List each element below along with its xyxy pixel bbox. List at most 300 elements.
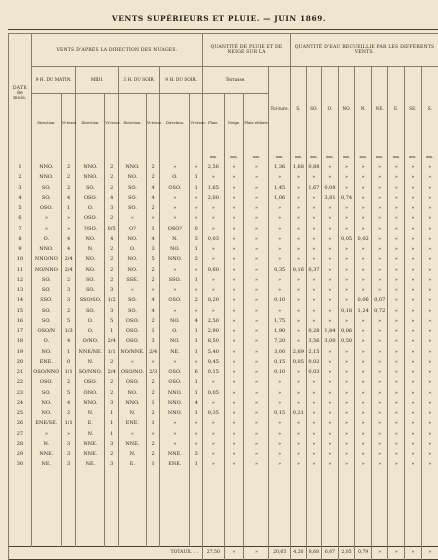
units-cell: mm. <box>224 152 244 162</box>
units-cell: mm. <box>322 152 339 162</box>
row-date: 18 <box>9 336 32 346</box>
table-cell: 2 <box>146 388 159 398</box>
table-cell: » <box>322 347 339 357</box>
table-cell: 3,56 <box>306 336 322 346</box>
table-cell: » <box>388 265 405 275</box>
table-row <box>9 234 438 244</box>
spacer-cell <box>405 470 422 547</box>
table-cell: » <box>421 347 438 357</box>
totals-cell: 27,50 <box>202 546 224 559</box>
table-cell: 0,16 <box>291 265 307 275</box>
table-cell: » <box>190 193 203 203</box>
table-cell: OSO. <box>118 316 146 326</box>
table-cell: » <box>291 172 307 182</box>
table-cell: » <box>244 295 269 305</box>
table-cell: » <box>355 459 372 469</box>
table-cell: 1,67 <box>306 183 322 193</box>
spacer-cell <box>9 470 32 547</box>
table-cell: » <box>202 439 224 449</box>
table-cell: O. <box>160 172 190 182</box>
table-row <box>9 357 438 367</box>
table-cell: » <box>338 347 355 357</box>
table-cell: » <box>338 244 355 254</box>
table-cell: » <box>421 224 438 234</box>
table-cell: » <box>269 449 291 459</box>
table-cell: ONO. <box>76 388 105 398</box>
table-cell: » <box>388 377 405 387</box>
sub-vitesse: Vi-tesse. <box>61 94 76 153</box>
table-row <box>9 172 438 182</box>
table-cell: OSO. <box>76 193 105 203</box>
table-cell: » <box>322 203 339 213</box>
row-date: 13 <box>9 285 32 295</box>
table-cell: » <box>355 162 372 172</box>
table-cell: 0,50 <box>338 336 355 346</box>
table-cell: 3 <box>105 459 118 469</box>
table-cell: » <box>146 429 159 439</box>
table-cell: » <box>61 224 76 234</box>
table-cell: » <box>244 326 269 336</box>
table-cell: 1/1 <box>61 367 76 377</box>
table-cell: 5 <box>146 254 159 264</box>
table-cell: » <box>224 429 244 439</box>
table-cell: » <box>224 285 244 295</box>
table-cell: NNO. <box>160 388 190 398</box>
table-cell: » <box>306 418 322 428</box>
table-cell: NO. <box>160 316 190 326</box>
table-cell: » <box>202 254 224 264</box>
table-cell: » <box>269 388 291 398</box>
table-cell: » <box>322 234 339 244</box>
table-cell: 6 <box>190 367 203 377</box>
table-cell: » <box>388 275 405 285</box>
table-cell: » <box>405 388 422 398</box>
spacer-cell <box>190 470 203 547</box>
table-cell: 1 <box>61 347 76 357</box>
col-dir-s: S. <box>291 67 307 153</box>
table-cell: » <box>160 265 190 275</box>
col-midi: MIDI. <box>76 67 119 94</box>
table-cell: ?/SO. <box>76 224 105 234</box>
table-cell: » <box>338 398 355 408</box>
table-cell: » <box>421 295 438 305</box>
table-cell: OSO. <box>76 377 105 387</box>
table-cell: 1,06 <box>269 193 291 203</box>
table-cell: NNO. <box>118 398 146 408</box>
table-cell: » <box>291 418 307 428</box>
table-cell: 3 <box>105 398 118 408</box>
table-cell: 2 <box>105 172 118 182</box>
table-cell: 3 <box>61 285 76 295</box>
table-cell: SO. <box>118 295 146 305</box>
table-cell: ENE/SE. <box>31 418 61 428</box>
table-cell: » <box>338 439 355 449</box>
table-cell: NO/NNO <box>31 265 61 275</box>
units-cell <box>118 152 146 162</box>
table-cell: » <box>421 336 438 346</box>
row-date: 16 <box>9 316 32 326</box>
table-cell: » <box>224 316 244 326</box>
table-cell: » <box>244 254 269 264</box>
table-cell: » <box>190 213 203 223</box>
table-cell: » <box>291 234 307 244</box>
table-cell: » <box>371 449 388 459</box>
table-cell: 2/4 <box>61 265 76 275</box>
table-cell: 2 <box>146 449 159 459</box>
table-cell: » <box>421 429 438 439</box>
totals-cell: 20,65 <box>269 546 291 559</box>
spacer-cell <box>202 470 224 547</box>
table-cell: 4 <box>61 234 76 244</box>
table-cell: » <box>355 285 372 295</box>
totals-cell: » <box>244 546 269 559</box>
table-cell: 0,35 <box>202 408 224 418</box>
table-cell: 4 <box>105 193 118 203</box>
table-cell: 2 <box>61 172 76 182</box>
table-cell: » <box>244 162 269 172</box>
table-cell: » <box>388 224 405 234</box>
table-cell: » <box>306 459 322 469</box>
table-cell: » <box>269 203 291 213</box>
table-cell: » <box>291 285 307 295</box>
table-cell: SSO. <box>31 295 61 305</box>
table-cell: 2,69 <box>291 347 307 357</box>
table-cell: » <box>338 429 355 439</box>
table-row <box>9 265 438 275</box>
table-cell: 1 <box>105 429 118 439</box>
units-cell: mm. <box>306 152 322 162</box>
table-cell: N. <box>76 408 105 418</box>
table-cell: » <box>421 388 438 398</box>
table-cell: » <box>190 162 203 172</box>
col-dir-so: SO. <box>306 67 322 153</box>
table-cell: N. <box>76 429 105 439</box>
table-cell: » <box>291 429 307 439</box>
table-cell: 8,50 <box>202 336 224 346</box>
table-cell: SO. <box>31 316 61 326</box>
table-cell: 2 <box>105 213 118 223</box>
table-cell: NO/NNE. <box>118 347 146 357</box>
table-cell: 4 <box>190 316 203 326</box>
table-cell: » <box>405 398 422 408</box>
sub-direction: Direction. <box>118 94 146 153</box>
table-cell: 0,74 <box>338 193 355 203</box>
table-cell: » <box>244 367 269 377</box>
table-cell: » <box>421 234 438 244</box>
table-row <box>9 347 438 357</box>
table-cell: » <box>306 285 322 295</box>
table-cell: » <box>160 213 190 223</box>
table-row <box>9 326 438 336</box>
table-cell: » <box>355 429 372 439</box>
table-cell: » <box>371 408 388 418</box>
table-cell: 2 <box>146 377 159 387</box>
table-cell: » <box>405 326 422 336</box>
table-cell: » <box>405 439 422 449</box>
weather-table <box>8 33 438 560</box>
table-cell: 3 <box>105 306 118 316</box>
table-cell: 4 <box>146 306 159 316</box>
table-cell: » <box>224 244 244 254</box>
table-cell: » <box>244 244 269 254</box>
table-cell: » <box>388 449 405 459</box>
table-cell: » <box>322 254 339 264</box>
table-cell: » <box>269 306 291 316</box>
units-cell <box>190 152 203 162</box>
table-cell: 1/3 <box>61 326 76 336</box>
table-cell: 4 <box>146 234 159 244</box>
table-cell: 1 <box>190 336 203 346</box>
totals-cell: 6,67 <box>322 546 339 559</box>
table-cell: » <box>202 172 224 182</box>
table-cell: OSO. <box>76 213 105 223</box>
table-cell: » <box>355 439 372 449</box>
table-cell: » <box>421 306 438 316</box>
table-cell: » <box>224 418 244 428</box>
table-cell: » <box>244 265 269 275</box>
table-cell: » <box>306 203 322 213</box>
table-cell: » <box>160 439 190 449</box>
spacer-cell <box>244 470 269 547</box>
table-cell: 0,21 <box>291 408 307 418</box>
table-cell: OSO. <box>118 336 146 346</box>
table-cell: » <box>371 459 388 469</box>
table-cell: » <box>244 285 269 295</box>
table-cell: 2/4 <box>146 347 159 357</box>
table-cell: » <box>322 429 339 439</box>
table-cell: 0 <box>190 224 203 234</box>
table-cell: » <box>224 172 244 182</box>
table-cell: NNO. <box>31 162 61 172</box>
table-cell: » <box>338 285 355 295</box>
table-cell: » <box>355 347 372 357</box>
table-cell: NO. <box>118 265 146 275</box>
table-cell: 4 <box>146 183 159 193</box>
table-cell: » <box>322 172 339 182</box>
table-cell: » <box>224 213 244 223</box>
spacer-cell <box>421 470 438 547</box>
table-cell: » <box>306 316 322 326</box>
table-cell: » <box>306 193 322 203</box>
table-cell: » <box>371 275 388 285</box>
table-cell: » <box>244 336 269 346</box>
table-cell: ENE. <box>160 459 190 469</box>
spacer-cell <box>224 470 244 547</box>
table-cell: NO. <box>76 254 105 264</box>
row-date: 21 <box>9 367 32 377</box>
table-cell: » <box>338 254 355 264</box>
table-cell: SO. <box>118 183 146 193</box>
table-cell: » <box>118 429 146 439</box>
table-cell: » <box>190 439 203 449</box>
table-cell: O. <box>76 326 105 336</box>
row-date: 2 <box>9 172 32 182</box>
table-cell: » <box>322 408 339 418</box>
table-cell: 3 <box>105 285 118 295</box>
table-cell: » <box>322 398 339 408</box>
units-row <box>9 152 438 162</box>
table-cell: 2 <box>105 377 118 387</box>
table-cell: » <box>405 244 422 254</box>
totals-cell: 0,79 <box>355 546 372 559</box>
table-row <box>9 439 438 449</box>
table-cell: » <box>224 357 244 367</box>
table-cell: » <box>224 193 244 203</box>
table-cell: » <box>355 316 372 326</box>
table-cell: » <box>371 172 388 182</box>
units-cell: mm. <box>269 152 291 162</box>
table-cell: » <box>338 408 355 418</box>
table-cell: » <box>338 203 355 213</box>
table-cell: N. <box>160 234 190 244</box>
table-cell: » <box>371 398 388 408</box>
table-cell: » <box>269 172 291 182</box>
table-cell: » <box>355 275 372 285</box>
sub-direction: Direction. <box>31 94 61 153</box>
table-cell: 2 <box>105 254 118 264</box>
table-cell: OSO. <box>118 377 146 387</box>
table-cell: 0,05 <box>338 234 355 244</box>
table-cell: » <box>405 285 422 295</box>
table-cell: » <box>371 367 388 377</box>
table-cell: SO. <box>31 275 61 285</box>
table-cell: 1 <box>190 408 203 418</box>
table-cell: NO. <box>31 408 61 418</box>
table-cell: » <box>388 459 405 469</box>
table-cell: N. <box>118 408 146 418</box>
table-cell: » <box>202 459 224 469</box>
table-cell: 0,07 <box>371 295 388 305</box>
table-cell: 2,90 <box>202 326 224 336</box>
table-cell: E. <box>118 459 146 469</box>
table-cell: » <box>190 285 203 295</box>
table-cell: » <box>146 357 159 367</box>
table-cell: 3 <box>61 295 76 305</box>
table-cell: » <box>291 213 307 223</box>
table-cell: » <box>244 183 269 193</box>
table-cell: » <box>421 213 438 223</box>
table-cell: NNO. <box>31 244 61 254</box>
table-cell: » <box>371 265 388 275</box>
table-cell: » <box>405 377 422 387</box>
table-cell: 0,06 <box>355 295 372 305</box>
table-cell: » <box>306 234 322 244</box>
table-cell: 5 <box>61 388 76 398</box>
table-cell: » <box>202 306 224 316</box>
col-dir-s2: S. <box>421 67 438 153</box>
table-cell: » <box>388 213 405 223</box>
col-dir-ne: NE. <box>371 67 388 153</box>
table-cell: 2 <box>61 306 76 316</box>
table-cell: 0,60 <box>202 265 224 275</box>
table-cell: 4 <box>146 193 159 203</box>
table-cell: NNE/NE. <box>76 347 105 357</box>
table-cell: NNO. <box>160 398 190 408</box>
table-cell: » <box>118 213 146 223</box>
table-cell: » <box>338 367 355 377</box>
sub-pluie-reduite: Pluie réduite. <box>244 94 269 153</box>
table-cell: 0,88 <box>306 162 322 172</box>
table-cell: SO. <box>76 183 105 193</box>
table-cell: SSE. <box>118 275 146 285</box>
table-cell: » <box>421 265 438 275</box>
table-cell: » <box>388 367 405 377</box>
table-cell: » <box>371 388 388 398</box>
table-cell: 0,03 <box>306 367 322 377</box>
table-cell: » <box>421 183 438 193</box>
table-cell: NNO. <box>31 172 61 182</box>
table-cell: » <box>421 316 438 326</box>
table-cell: » <box>421 172 438 182</box>
spacer-cell <box>61 470 76 547</box>
table-cell: SO. <box>76 306 105 316</box>
spacer-cell <box>31 470 61 547</box>
table-row <box>9 203 438 213</box>
row-date: 26 <box>9 418 32 428</box>
title-rule <box>8 29 438 30</box>
table-cell: » <box>355 265 372 275</box>
table-cell: » <box>322 316 339 326</box>
table-cell: » <box>269 244 291 254</box>
table-cell: 2/3 <box>146 367 159 377</box>
table-cell: » <box>322 162 339 172</box>
table-cell: » <box>371 285 388 295</box>
table-cell: » <box>224 449 244 459</box>
table-cell: 0,06 <box>338 326 355 336</box>
spacer-row <box>9 470 438 547</box>
table-cell: » <box>371 203 388 213</box>
table-cell: NE. <box>31 459 61 469</box>
table-cell: » <box>405 459 422 469</box>
table-cell: » <box>269 459 291 469</box>
table-cell: SSO/SO. <box>76 295 105 305</box>
table-cell: » <box>224 326 244 336</box>
table-cell: » <box>291 295 307 305</box>
table-cell: » <box>338 224 355 234</box>
table-cell: » <box>202 224 224 234</box>
table-cell: » <box>31 224 61 234</box>
table-cell: » <box>405 408 422 418</box>
table-cell: 2 <box>146 265 159 275</box>
table-cell: NNO. <box>76 162 105 172</box>
table-cell: 3 <box>61 439 76 449</box>
table-row <box>9 295 438 305</box>
row-date: 8 <box>9 234 32 244</box>
sub-neige: Neige. <box>224 94 244 153</box>
table-cell: » <box>160 357 190 367</box>
table-row <box>9 388 438 398</box>
table-row <box>9 449 438 459</box>
table-cell: » <box>291 203 307 213</box>
table-cell: 2 <box>105 275 118 285</box>
table-cell: » <box>388 347 405 357</box>
totals-cell: » <box>224 546 244 559</box>
table-cell: NO. <box>160 244 190 254</box>
table-cell: 3 <box>190 449 203 459</box>
table-cell: » <box>371 162 388 172</box>
table-cell: 0/5 <box>105 224 118 234</box>
table-cell: 0,05 <box>291 357 307 367</box>
units-cell: mm. <box>355 152 372 162</box>
table-cell: » <box>190 306 203 316</box>
table-cell: » <box>306 172 322 182</box>
table-row <box>9 336 438 346</box>
table-cell: » <box>291 275 307 285</box>
table-cell: » <box>269 275 291 285</box>
units-cell <box>9 152 32 162</box>
table-cell: » <box>269 254 291 264</box>
sub-direction: Direction. <box>76 94 105 153</box>
